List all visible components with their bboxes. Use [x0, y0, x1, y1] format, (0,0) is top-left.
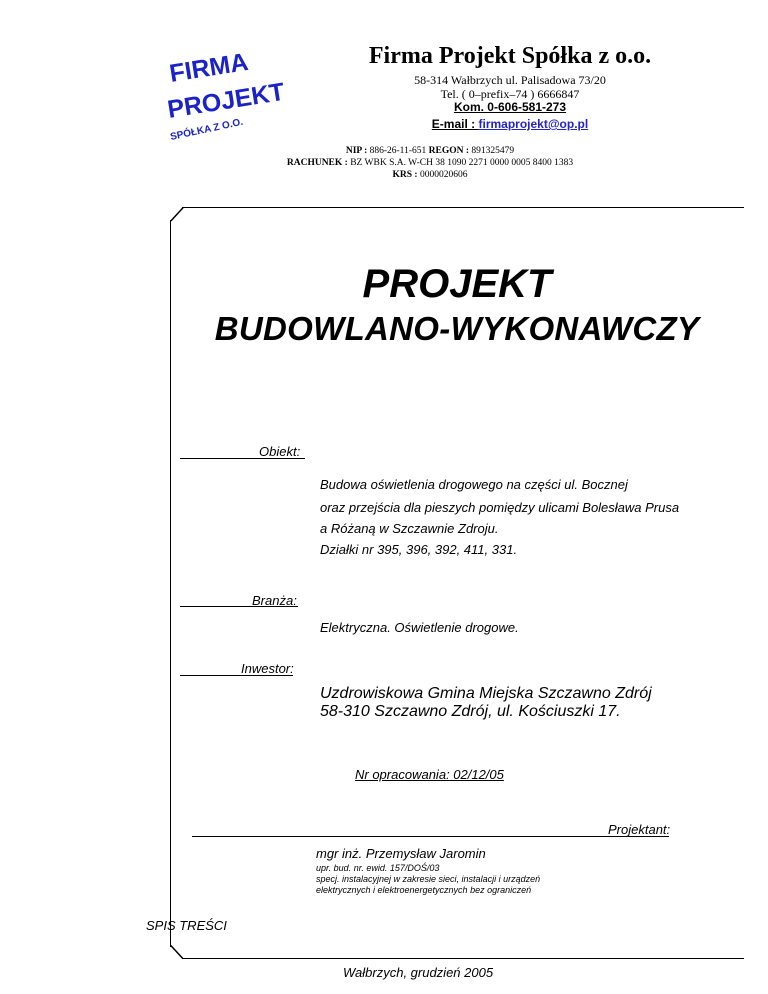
nr-opracowania: Nr opracowania: 02/12/05	[355, 767, 504, 782]
projektant-license: upr. bud. nr. ewid. 157/DOŚ/03	[316, 863, 440, 873]
projektant-spec-2: elektrycznych i elektroenergetycznych bez ograniczeń	[316, 885, 532, 895]
registry-account	[200, 157, 660, 169]
projektant-name: mgr inż. Przemysław Jaromin	[316, 846, 486, 861]
obiekt-label: Obiekt:	[259, 444, 301, 459]
projektant-label-rule	[192, 836, 669, 837]
account-label: RACHUNEK :	[286, 158, 351, 168]
title-projekt: PROJEKT	[362, 262, 552, 306]
table-of-contents-link[interactable]: SPIS TREŚCI	[146, 918, 227, 933]
frame-bottom-border	[182, 958, 744, 959]
company-phone: Tel. ( 0–prefix–74 ) 6666847	[440, 87, 580, 101]
title-budowlano-wykonawczy: BUDOWLANO-WYKONAWCZY	[214, 310, 700, 347]
nip-value: 886-26-11-651	[369, 146, 429, 156]
registry-krs	[200, 169, 660, 181]
branza-value: Elektryczna. Oświetlenie drogowe.	[320, 620, 519, 635]
logo-text-firma: FIRMA	[167, 48, 251, 88]
inwestor-line-2: 58-310 Szczawno Zdrój, ul. Kościuszki 17.	[320, 703, 621, 720]
logo-text-projekt: PROJEKT	[165, 77, 287, 124]
company-address: 58-314 Wałbrzych ul. Palisadowa 73/20	[414, 73, 606, 87]
regon-value: 891325479	[471, 146, 515, 156]
registry-nip-regon	[200, 145, 660, 157]
logo-text-spolka: SPÓŁKA Z O.O.	[169, 116, 245, 143]
obiekt-line-1: Budowa oświetlenia drogowego na części ul. Bocznej	[320, 477, 628, 492]
inwestor-line-1: Uzdrowiskowa Gmina Miejska Szczawno Zdrój	[320, 685, 652, 702]
obiekt-line-4: Działki nr 395, 396, 392, 411, 331.	[320, 542, 518, 557]
frame-top-border	[182, 207, 744, 208]
company-mobile: Kom. 0-606-581-273	[453, 100, 567, 114]
company-email-row	[300, 117, 720, 131]
krs-value: 0000020606	[419, 170, 468, 180]
projektant-spec-1: specj. instalacyjnej w zakresie sieci, instalacji i urządzeń	[316, 874, 541, 884]
footer-place-date: Wałbrzych, grudzień 2005	[343, 965, 494, 980]
account-value: BZ WBK S.A. W-CH 38 1090 2271 0000 0005 8400 1383	[350, 158, 574, 168]
email-label: E-mail :	[431, 117, 479, 131]
inwestor-label: Inwestor:	[241, 661, 294, 676]
email-link[interactable]: firmaprojekt@op.pl	[478, 117, 589, 131]
obiekt-line-2: oraz przejścia dla pieszych pomiędzy ulicami Bolesława Prusa	[320, 500, 680, 515]
branza-label: Branża:	[252, 593, 297, 608]
krs-label: KRS :	[392, 170, 420, 180]
company-name: Firma Projekt Spółka z o.o.	[368, 43, 652, 69]
nip-label: NIP :	[345, 146, 370, 156]
frame-corner-top	[170, 207, 187, 222]
projektant-label: Projektant:	[608, 822, 671, 837]
regon-label: REGON :	[428, 146, 472, 156]
obiekt-line-3: a Różaną w Szczawnie Zdroju.	[320, 521, 499, 536]
